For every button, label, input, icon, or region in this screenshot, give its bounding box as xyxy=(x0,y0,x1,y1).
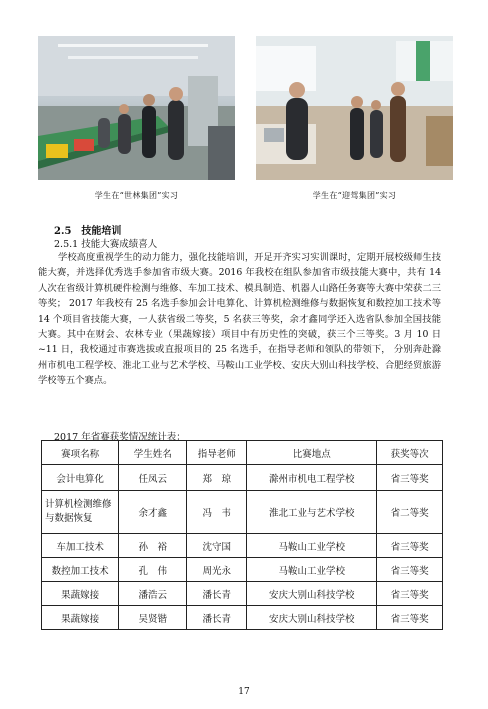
page-number: 17 xyxy=(238,687,250,697)
cell-teacher: 周光永 xyxy=(187,558,247,582)
cell-award: 省三等奖 xyxy=(377,582,443,606)
header-venue: 比赛地点 xyxy=(247,441,377,465)
photo-right-illustration xyxy=(256,36,453,180)
award-table xyxy=(41,440,443,630)
section-title: 技能培训 xyxy=(81,226,122,237)
cell-event: 果蔬嫁接 xyxy=(42,606,119,630)
cell-venue: 马鞍山工业学校 xyxy=(247,534,377,558)
cell-student: 余才鑫 xyxy=(119,491,187,534)
section-number: 2.5 xyxy=(54,226,72,237)
photo-student-internship-shilin xyxy=(38,36,235,180)
table-row xyxy=(42,558,443,582)
cell-student: 孔 伟 xyxy=(119,558,187,582)
table-caption: 2017 年省赛获奖情况统计表： xyxy=(54,432,186,443)
photo-right-caption: 学生在“迎驾集团”实习 xyxy=(312,191,397,200)
table-row xyxy=(42,606,443,630)
header-award: 获奖等次 xyxy=(377,441,443,465)
cell-venue: 安庆大别山科技学校 xyxy=(247,606,377,630)
photo-student-internship-yingjia xyxy=(256,36,453,180)
cell-event: 计算机检测维修与数据恢复 xyxy=(42,491,119,534)
cell-student: 孙 裕 xyxy=(119,534,187,558)
table-row xyxy=(42,534,443,558)
table-row xyxy=(42,465,443,491)
table-row xyxy=(42,582,443,606)
cell-teacher: 冯 韦 xyxy=(187,491,247,534)
header-teacher: 指导老师 xyxy=(187,441,247,465)
cell-teacher: 郑 琼 xyxy=(187,465,247,491)
cell-venue: 马鞍山工业学校 xyxy=(247,558,377,582)
section-heading xyxy=(54,222,121,237)
body-paragraph: 学校高度重视学生的动力能力，强化技能培训，开足开齐实习实训课时，定期开展校级师生技能大赛，并选择优秀选手参加省市级大赛。2016 年我校在组队参加省市级技能大赛中，共有 14 人次在省级计算机硬件检测与维修、车加工技术、模具制造、机器人山路任务赛等大赛中荣获二三等奖； 2017 年我校有 25 名选手参加会计电算化、计算机检测维修与数据恢复和数控加工技术等 14 个项目省技能大赛，一人获省级二等奖，5 名获三等奖，余才鑫同学还入选省队参加全国技能大赛。其中在财会、农林专业（果蔬嫁接）项目中有历史性的突破，获三个三等奖。3 月 10 日~11 日，我校通过市赛选拔或直报项目的 25 名选手，在指导老师和领队的带领下， 分别奔赴滁州市机电工程学校、淮北工业与艺术学校、马鞍山工业学校、安庆大别山科技学校、合肥经贸旅游学校等五个赛点。 xyxy=(38,252,441,387)
cell-venue: 安庆大别山科技学校 xyxy=(247,582,377,606)
cell-award: 省三等奖 xyxy=(377,534,443,558)
table-row xyxy=(42,491,443,534)
cell-event: 果蔬嫁接 xyxy=(42,582,119,606)
cell-award: 省二等奖 xyxy=(377,491,443,534)
cell-venue: 淮北工业与艺术学校 xyxy=(247,491,377,534)
header-student: 学生姓名 xyxy=(119,441,187,465)
cell-student: 潘浩云 xyxy=(119,582,187,606)
table-header-row xyxy=(42,441,443,465)
cell-teacher: 潘长青 xyxy=(187,606,247,630)
cell-event: 会计电算化 xyxy=(42,465,119,491)
cell-award: 省三等奖 xyxy=(377,606,443,630)
cell-event: 数控加工技术 xyxy=(42,558,119,582)
cell-event: 车加工技术 xyxy=(42,534,119,558)
photo-left-illustration xyxy=(38,36,235,180)
cell-student: 吴贤锴 xyxy=(119,606,187,630)
cell-teacher: 潘长青 xyxy=(187,582,247,606)
cell-award: 省三等奖 xyxy=(377,465,443,491)
header-event: 赛项名称 xyxy=(42,441,119,465)
cell-venue: 滁州市机电工程学校 xyxy=(247,465,377,491)
photo-left-caption: 学生在“世林集团”实习 xyxy=(94,191,179,200)
subsection-heading: 2.5.1 技能大赛成绩喜人 xyxy=(54,239,158,250)
cell-student: 任凤云 xyxy=(119,465,187,491)
cell-teacher: 沈守国 xyxy=(187,534,247,558)
cell-award: 省三等奖 xyxy=(377,558,443,582)
